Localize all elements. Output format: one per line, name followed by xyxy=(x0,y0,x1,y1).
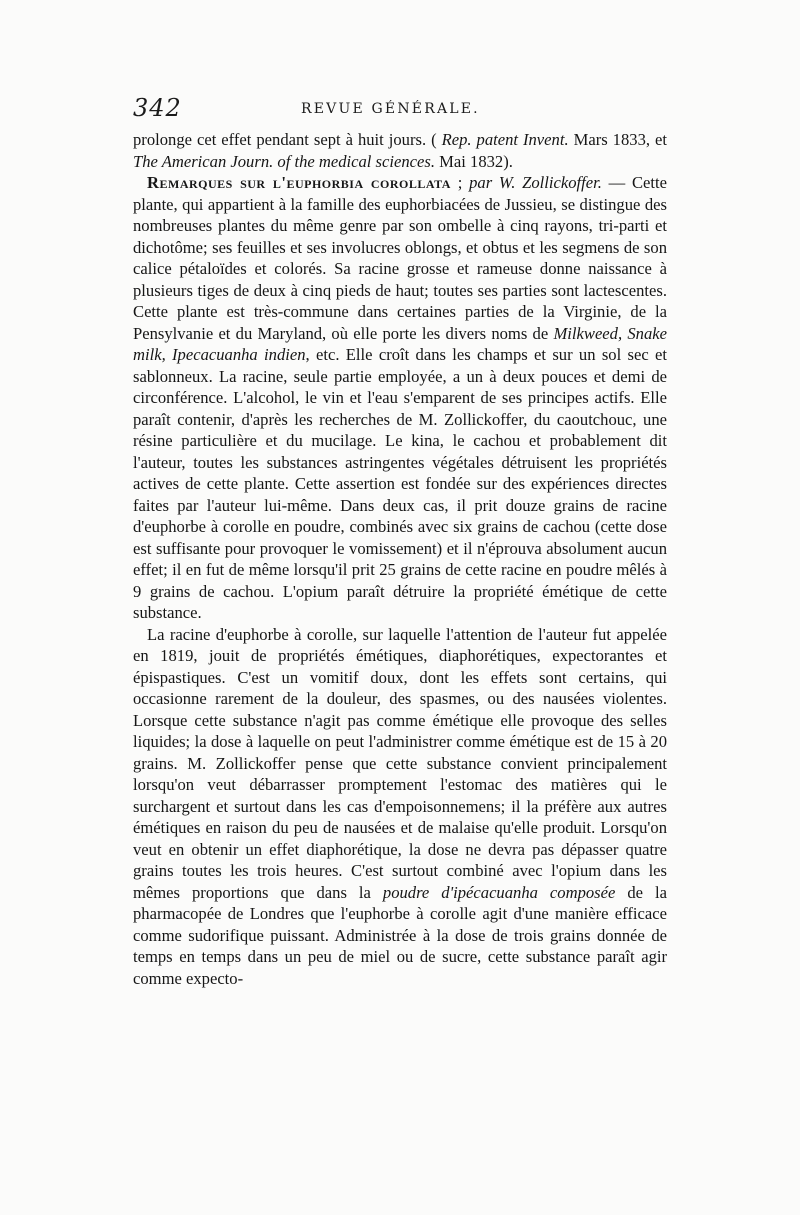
article-author: par W. Zollickoffer. xyxy=(469,173,602,192)
text-segment: prolonge cet effet pendant sept à huit jours. ( xyxy=(133,130,442,149)
running-title: REVUE GÉNÉRALE. xyxy=(301,101,480,117)
text-segment: , etc. Elle croît dans les champs et sur un sol sec et sablonneux. La racine, seule partie employée, a un à deux pouces et demi de circonférence. L'alcohol, le vin et l'eau s'emparent de ses principes actifs. Elle paraît contenir, d'après les recherches de M. Zollickoffer, du caoutchouc, une résine particulière et du mucilage. Le kina, le cachou et probablement dit l'auteur, toutes les substances astringentes végétales détruisent les propriétés actives de cette plante. Cette assertion est fondée sur des expériences directes faites par l'auteur lui-même. Dans deux cas, il prit douze grains de racine d'euphorbe à corolle en poudre, combinés avec six grains de cachou (cette dose est suffisante pour provoquer le vomissement) et il n'éprouva absolument aucun effet; il en fut de même lorsqu'il prit 25 grains de cette racine en poudre mêlés à 9 grains de cachou. L'opium paraît détruire la propriété émétique de cette substance. xyxy=(133,345,667,622)
body-text xyxy=(133,129,667,1087)
text-segment: Mars 1833, et xyxy=(568,130,667,149)
text-segment: ; xyxy=(450,173,470,192)
italic-term: poudre d'ipécacuanha composée xyxy=(382,882,616,902)
text-segment: Mai 1832). xyxy=(435,151,513,171)
citation-title: The American Journ. of the medical sciences. xyxy=(133,151,435,171)
paragraph-euphorbia-remarks xyxy=(133,172,667,624)
text-segment: — Cette plante, qui appartient à la famille des euphorbiacées de Jussieu, se distingue des nombreuses plantes du même genre par son ombelle à cinq rayons, tri-parti et dichotôme; ses feuilles et ses involucres oblongs, et obtus et les segmens de son calice pétaloïdes et colorés. Sa racine grosse et rameuse donne naissance à plusieurs tiges de deux à cinq pieds de haut; toutes ses parties sont lactescentes. Cette plante est très-commune dans certaines parties de la Virginie, de la Pensylvanie et du Maryland, où elle porte les divers noms de xyxy=(133,173,668,343)
text-segment: de la pharmacopée de Londres que l'euphorbe à corolle agit d'une manière efficace comme sudorifique puissant. Administrée à la dose de trois grains donnée de temps en temps dans un peu de miel ou de sucre, cette substance paraît agir comme expecto- xyxy=(133,882,668,988)
paragraph-properties xyxy=(133,624,667,990)
plant-common-names: Milkweed, Snake milk, Ipecacuanha indien xyxy=(133,323,667,364)
citation-title: Rep. patent Invent. xyxy=(441,130,569,149)
page-header xyxy=(133,94,667,124)
text-segment: La racine d'euphorbe à corolle, sur laquelle l'attention de l'auteur fut appelée en 1819, jouit de propriétés émétiques, diaphorétiques, expectorantes et épispastiques. C'est un vomitif doux, dont les effets sont certains, qui occasionne rarement de la douleur, des spasmes, ou des nausées violentes. Lorsque cette substance n'agit pas comme émétique elle provoque des selles liquides; la dose à laquelle on peut l'administrer comme émétique est de 15 à 20 grains. M. Zollickoffer pense que cette substance convient principalement lorsqu'on veut débarrasser promptement l'estomac des matières qui le surchargent et surtout dans les cas d'empoisonnemens; il la préfère aux autres émétiques en raison du peu de nausées et de malaise qu'elle produit. Lorsqu'on veut en obtenir un effet diaphorétique, la dose ne devra pas dépasser quatre grains toutes les trois heures. C'est surtout combiné avec l'opium dans les mêmes proportions que dans la xyxy=(133,624,667,902)
page-number: 342 xyxy=(133,94,182,122)
paragraph-reference xyxy=(133,129,667,172)
article-heading: Remarques sur l'euphorbia corollata xyxy=(147,173,451,192)
